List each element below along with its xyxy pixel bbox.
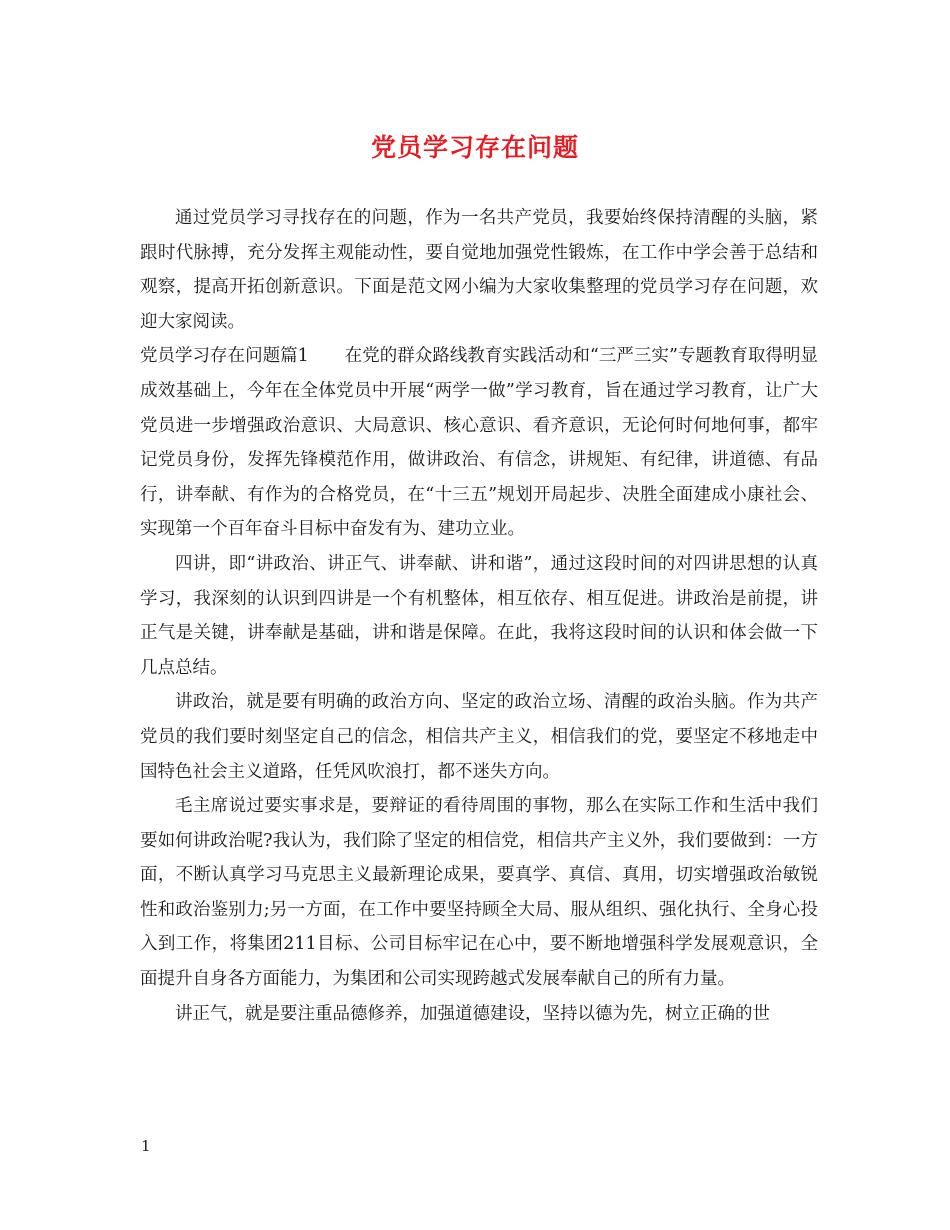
mao-quote-paragraph: 毛主席说过要实事求是，要辩证的看待周围的事物，那么在实际工作和生活中我们要如何讲政治呢?我认为，我们除了坚定的相信党，相信共产主义外，我们要做到：一方面，不断认真学习马克思主义最新理论成果，要真学、真信、真用，切实增强政治敏锐性和政治鉴别力;另一方面，在工作中要坚持顾全大局、服从组织、强化执行、全身心投入到工作，将集团211目标、公司目标牢记在心中，要不断地增强科学发展观意识，全面提升自身各方面能力，为集团和公司实现跨越式发展奉献自己的所有力量。 [140,796,818,990]
section-paragraph [140,339,818,547]
politics-paragraph: 讲政治，就是要有明确的政治方向、坚定的政治立场、清醒的政治头脑。作为共产党员的我们要时刻坚定自己的信念，相信共产主义，相信我们的党，要坚定不移地走中国特色社会主义道路，任凭风吹浪打，都不迷失方向。 [140,692,818,782]
intro-paragraph: 通过党员学习寻找存在的问题，作为一名共产党员，我要始终保持清醒的头脑，紧跟时代脉搏，充分发挥主观能动性，要自觉地加强党性锻炼，在工作中学会善于总结和观察，提高开拓创新意识。下面是范文网小编为大家收集整理的党员学习存在问题，欢迎大家阅读。 [140,208,818,332]
page-number: 1 [141,1137,151,1155]
document-body [140,201,818,1031]
document-title: 党员学习存在问题 [370,133,579,162]
section-paragraph-text: 在党的群众路线教育实践活动和“三严三实”专题教育取得明显成效基础上，今年在全体党员中开展“两学一做”学习教育，旨在通过学习教育，让广大党员进一步增强政治意识、大局意识、核心意识、看齐意识，无论何时何地何事，都牢记党员身份，发挥先锋模范作用，做讲政治、有信念，讲规矩、有纪律，讲道德、有品行，讲奉献、有作为的合格党员，在“十三五”规划开局起步、决胜全面建成小康社会、实现第一个百年奋斗目标中奋发有为、建功立业。 [140,346,818,540]
integrity-paragraph: 讲正气，就是要注重品德修养，加强道德建设，坚持以德为先，树立正确的世 [175,1003,770,1024]
four-talks-paragraph: 四讲，即“讲政治、讲正气、讲奉献、讲和谐”，通过这段时间的对四讲思想的认真学习，我深刻的认识到四讲是一个有机整体，相互依存、相互促进。讲政治是前提，讲正气是关键，讲奉献是基础，讲和谐是保障。在此，我将这段时间的认识和体会做一下几点总结。 [140,553,818,678]
section-heading: 党员学习存在问题篇1 [140,346,309,367]
